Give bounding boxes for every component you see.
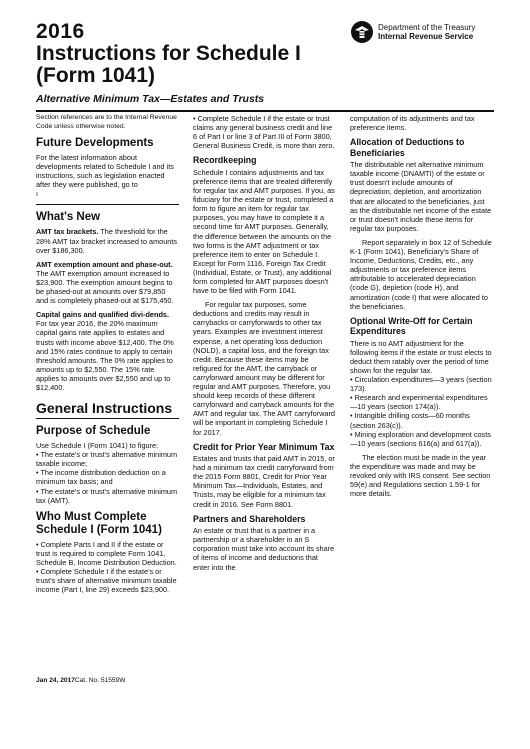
capital-gains-label: Capital gains and qualified divi-dends.	[36, 310, 169, 320]
recordkeeping-paragraph: For regular tax purposes, some deductions and credits may result in carrybacks or carryforwards to other tax years. Examples are investment interest expense, a net operating loss deduction (NOLD), a capital loss, and the foreign tax credit. Because these items may be refigured for the AMT, the carryback or carryforward amount may be different for regular and AMT purposes. Therefore, you should keep records of these different carryforward and carryback amounts for the AMT and regular tax. The AMT carryforward will be important in completing Schedule I for 2017.	[193, 300, 335, 437]
future-developments-text	[36, 153, 179, 198]
tax-year	[36, 20, 85, 44]
footer-date: Jan 24, 2017	[36, 677, 75, 684]
header-rule	[36, 110, 494, 112]
column-3	[350, 114, 493, 503]
prior-year-credit-text: Estates and trusts that paid AMT in 2015, or had a minimum tax credit carryforward from the 2015 Form 8801, Credit for Prior Year Minimum Tax—Individuals, Estates, and Trusts, may be eligible for a minimum tax credit in 2016. See Form 8801.	[193, 454, 335, 509]
capital-gains-paragraph	[36, 310, 179, 392]
future-developments-heading: Future Developments	[36, 137, 154, 149]
exemption-paragraph	[36, 260, 179, 305]
write-off-bullet: • Circulation expenditures—3 years (section 173).	[350, 375, 492, 394]
purpose-bullet: • The estate's or trust's alternative minimum taxable income;	[36, 450, 178, 469]
footer-cat-number: Cat. No. 51559W	[74, 677, 126, 684]
general-instructions-heading: General Instructions	[36, 400, 179, 419]
page-title	[36, 43, 301, 87]
title-line-1: Instructions for Schedule I	[36, 42, 301, 65]
amt-brackets-paragraph	[36, 227, 179, 254]
amt-brackets-text: The threshold for the 28% AMT tax bracket increased to amounts over $186,300.	[36, 227, 178, 255]
write-off-bullet: • Mining exploration and development costs—10 years (sections 616(a) and 617(a)).	[350, 429, 491, 448]
future-developments-body: For the latest information about developments related to Schedule I and its instructions, such as legislation enacted after they were published, go to	[36, 153, 174, 190]
amt-brackets-label: AMT tax brackets.	[36, 227, 99, 237]
tax-year-text: 2016	[36, 20, 85, 43]
write-off-bullet: • Intangible drilling costs—60 months (section 263(c)).	[350, 411, 470, 430]
purpose-heading: Purpose of Schedule	[36, 425, 151, 438]
exemption-label: AMT exemption amount and phase-out.	[36, 259, 173, 269]
partners-heading: Partners and Shareholders	[193, 513, 306, 524]
divider	[36, 204, 179, 205]
allocation-heading: Allocation of Deductions to Beneficiaries	[350, 137, 465, 158]
section-references-note: Section references are to the Internal Revenue Code unless otherwise noted.	[36, 114, 177, 130]
column-1	[36, 114, 179, 599]
title-line-2: (Form 1041)	[36, 64, 156, 87]
who-bullet: • Complete Parts I and II if the estate or trust is required to complete Form 1041, Schedule B, Income Distribution Deduction.	[36, 539, 177, 567]
write-off-heading: Optional Write-Off for Certain Expenditures	[350, 315, 473, 337]
recordkeeping-heading: Recordkeeping	[193, 155, 257, 166]
prior-year-credit-heading: Credit for Prior Year Minimum Tax	[193, 441, 335, 452]
who-must-complete-heading: Who Must Complete Schedule I (Form 1041)	[36, 510, 162, 536]
who-bullet: • Complete Schedule I if the estate's or trust's share of alternative minimum taxable income (Part I, line 29) exceeds $23,900.	[36, 567, 177, 595]
purpose-text: Use Schedule I (Form 1041) to figure:	[36, 441, 159, 451]
whats-new-heading: What's New	[36, 211, 101, 224]
agency-irs: Internal Revenue Service	[378, 32, 474, 41]
write-off-text: There is no AMT adjustment for the following items if the estate or trust elects to deduct them ratably over the period of time shown for the regular tax.	[350, 338, 492, 375]
exemption-text: The AMT exemption amount increased to $23,900. The exemption amount begins to be phased-out at amounts over $79,850 and is completely phased-out at $175,450.	[36, 268, 174, 306]
allocation-paragraph: Report separately in box 12 of Schedule K-1 (Form 1041), Beneficiary's Share of Income, Deductions, Credits, etc., any adjustments or tax preference items attributable to accelerated depreciation (code G), depletion (code H), and amortization (code I) that were allocated to the beneficiaries.	[350, 237, 492, 311]
partners-text: An estate or trust that is a partner in a partnership or a shareholder in an S corporation must take into account its share of items of income and deductions that enter into the	[193, 526, 335, 572]
write-off-bullet: • Research and experimental expenditures—10 years (section 174(a)).	[350, 393, 488, 412]
agency-department: Department of the Treasury	[378, 23, 476, 32]
continuation-text: computation of its adjustments and tax preference items.	[350, 114, 475, 133]
allocation-paragraph: The distributable net alternative minimum taxable income (DNAMTI) of the estate or trust doesn't include amounts of depreciation, depletion, and amortization that are allocated to the beneficiaries, just as the distributable net income of the estate or trust doesn't include these items for regular tax purposes.	[350, 160, 492, 233]
purpose-bullet: • The estate's or trust's alternative minimum tax (AMT).	[36, 486, 178, 505]
general-business-credit-bullet: • Complete Schedule I if the estate or trust claims any general business credit and line 6 of Part I or line 3 of Part III of Form 3800, General Business Credit, is more than zero.	[193, 114, 335, 151]
capital-gains-text: For tax year 2016, the 20% maximum capital gains rate applies to estates and trusts with income above $12,400. The 0% and 15% rates continue to apply to certain threshold amounts. The 0% rate applies to amounts up to $2,550. The 15% rate applies to amounts over $2,550 and up to $12,400.	[36, 319, 174, 392]
recordkeeping-paragraph: Schedule I contains adjustments and tax preference items that are treated differently for regular tax and AMT purposes. If you, as fiduciary for the estate or trust, completed a form to figure an item for regular tax purposes, you may have to complete it a second time for AMT purposes. Generally, the difference between the amounts on the two forms is the AMT adjustment or tax preference item to enter on Schedule I. Except for Form 1116, Foreign Tax Credit (Individual, Estate, or Trust), any additional form completed for AMT purposes doesn't have to be filed with Form 1041.	[193, 167, 335, 296]
page-subtitle: Alternative Minimum Tax—Estates and Trusts	[36, 93, 265, 105]
purpose-bullet: • The income distribution deduction on a minimum tax basis; and	[36, 468, 166, 487]
election-text: The election must be made in the year the expenditure was made and may be revoked only with IRS consent. See section 59(e) and Regulations section 1.59-1 for more details.	[350, 452, 491, 499]
future-developments-link[interactable]: ı	[36, 189, 39, 199]
column-2	[193, 114, 336, 577]
page-footer	[36, 677, 125, 684]
eagle-seal-icon	[350, 20, 374, 44]
